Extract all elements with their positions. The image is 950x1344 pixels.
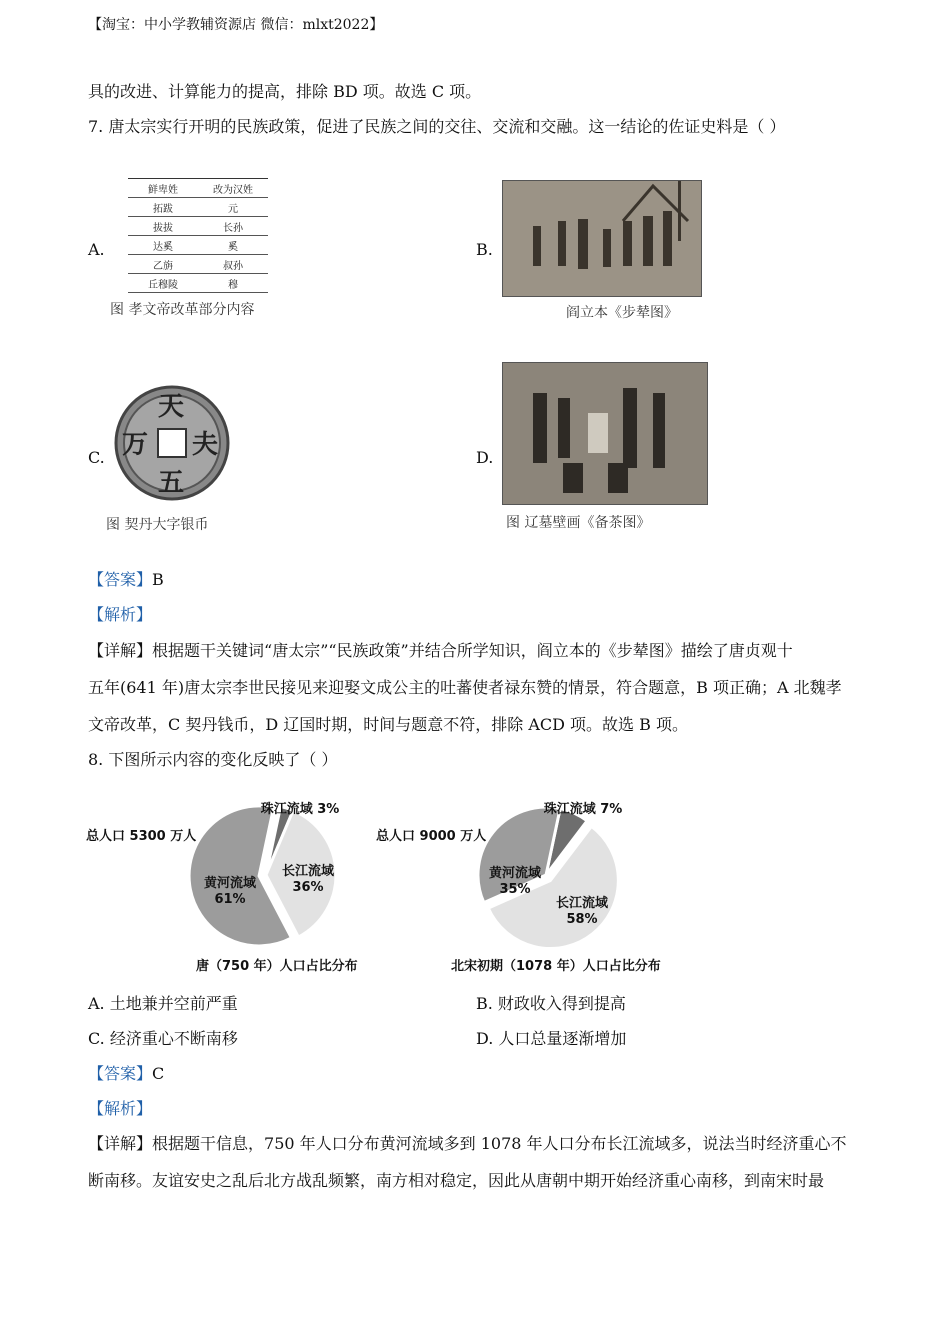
- q8-option-d: D. 人口总量逐渐增加: [476, 1029, 627, 1048]
- q7-answer: [88, 569, 164, 591]
- table-row: [128, 255, 268, 274]
- table-cell: 乙旃: [128, 255, 198, 274]
- coin-char-bottom: 五: [158, 468, 185, 498]
- table-row: [128, 236, 268, 255]
- q7-detail-line-3: 文帝改革，C 契丹钱币，D 辽国时期，时间与题意不符，排除 ACD 项。故选 B 项。: [88, 715, 688, 734]
- q7-detail-line-1: [88, 640, 793, 662]
- q7-option-c-caption: 图 契丹大字银币: [106, 517, 209, 533]
- painting-image-buniantu: [502, 180, 702, 297]
- table-cell: 达奚: [128, 236, 198, 255]
- answer-tag: 【答案】: [88, 570, 153, 589]
- q8-stem: 8. 下图所示内容的变化反映了（ ）: [88, 750, 338, 769]
- q7-option-a-table: [128, 178, 268, 293]
- table-cell: 拔拔: [128, 217, 198, 236]
- table-row: [128, 217, 268, 236]
- q8-detail-line-1: [88, 1133, 847, 1155]
- table-cell: 拓跋: [128, 198, 198, 217]
- slice-label: 珠江流域 3%: [260, 802, 340, 817]
- detail-tag: 【详解】: [88, 1134, 153, 1153]
- table-cell: 鲜卑姓: [128, 179, 198, 198]
- q8-option-b: B. 财政收入得到提高: [476, 994, 626, 1013]
- slice-label: 长江流域 58%: [555, 896, 609, 927]
- q7-stem: 7. 唐太宗实行开明的民族政策，促进了民族之间的交往、交流和交融。这一结论的佐证史料是（ ）: [88, 117, 786, 136]
- table-cell: 改为汉姓: [198, 179, 268, 198]
- slice-label: 黄河流域 35%: [488, 866, 542, 897]
- q7-option-d-caption: 图 辽墓壁画《备茶图》: [506, 515, 651, 531]
- q7-option-c-label: C.: [88, 448, 105, 467]
- previous-detail-end: 具的改进、计算能力的提高，排除 BD 项。故选 C 项。: [88, 82, 482, 101]
- coin-char-left: 万: [122, 430, 149, 460]
- table-header-row: [128, 179, 268, 198]
- q7-detail-line-2: 五年(641 年)唐太宗李世民接见来迎娶文成公主的吐蕃使者禄东赞的情景，符合题意，B 项正确；A 北魏孝: [88, 678, 842, 697]
- mural-figures: [503, 363, 707, 504]
- slice-label: 黄河流域 61%: [203, 876, 257, 907]
- answer-value: B: [152, 570, 164, 589]
- table-cell: 丘穆陵: [128, 274, 198, 293]
- q7-option-b-caption: 阎立本《步辇图》: [566, 305, 678, 321]
- answer-tag: 【答案】: [88, 1064, 153, 1083]
- q8-option-a: A. 土地兼并空前严重: [88, 994, 238, 1013]
- painting-figures: [503, 181, 701, 296]
- table-cell: 奚: [198, 236, 268, 255]
- header-banner: 【淘宝：中小学教辅资源店 微信：mlxt2022】: [88, 17, 384, 33]
- q8-analysis-tag: 【解析】: [88, 1099, 153, 1118]
- chart-title: 北宋初期（1078 年）人口占比分布: [451, 959, 661, 974]
- detail-text: 根据题干关键词“唐太宗”“民族政策”并结合所学知识，阎立本的《步辇图》描绘了唐贞观十: [152, 641, 793, 660]
- chart-title: 唐（750 年）人口占比分布: [196, 959, 358, 974]
- table-cell: 穆: [198, 274, 268, 293]
- pie-charts-svg: [86, 795, 686, 980]
- pie-charts-figure: [86, 795, 686, 980]
- q8-option-c: C. 经济重心不断南移: [88, 1029, 238, 1048]
- detail-tag: 【详解】: [88, 641, 153, 660]
- mural-image-beichatu: [502, 362, 708, 505]
- table-cell: 元: [198, 198, 268, 217]
- coin-char-top: 天: [158, 392, 185, 422]
- total-population-label: 总人口 5300 万人: [86, 829, 197, 844]
- total-population-label: 总人口 9000 万人: [376, 829, 487, 844]
- q8-detail-line-2: 断南移。友谊安史之乱后北方战乱频繁，南方相对稳定，因此从唐朝中期开始经济重心南移，到南宋时最: [88, 1171, 825, 1190]
- q7-analysis-tag: 【解析】: [88, 605, 153, 624]
- q7-option-a-caption: 图 孝文帝改革部分内容: [110, 302, 255, 318]
- table-row: [128, 274, 268, 293]
- q8-answer: [88, 1063, 164, 1085]
- slice-label: 长江流域 36%: [281, 864, 335, 895]
- answer-value: C: [152, 1064, 165, 1083]
- detail-text: 根据题干信息，750 年人口分布黄河流域多到 1078 年人口分布长江流域多，说法当时经济重心不: [152, 1134, 847, 1153]
- table-cell: 叔孙: [198, 255, 268, 274]
- table-row: [128, 198, 268, 217]
- q7-option-a-label: A.: [88, 240, 105, 259]
- q7-option-d-label: D.: [476, 448, 494, 467]
- coin-char-right: 夫: [192, 430, 219, 460]
- q7-option-b-label: B.: [476, 240, 493, 259]
- slice-label: 珠江流域 7%: [543, 802, 623, 817]
- table-cell: 长孙: [198, 217, 268, 236]
